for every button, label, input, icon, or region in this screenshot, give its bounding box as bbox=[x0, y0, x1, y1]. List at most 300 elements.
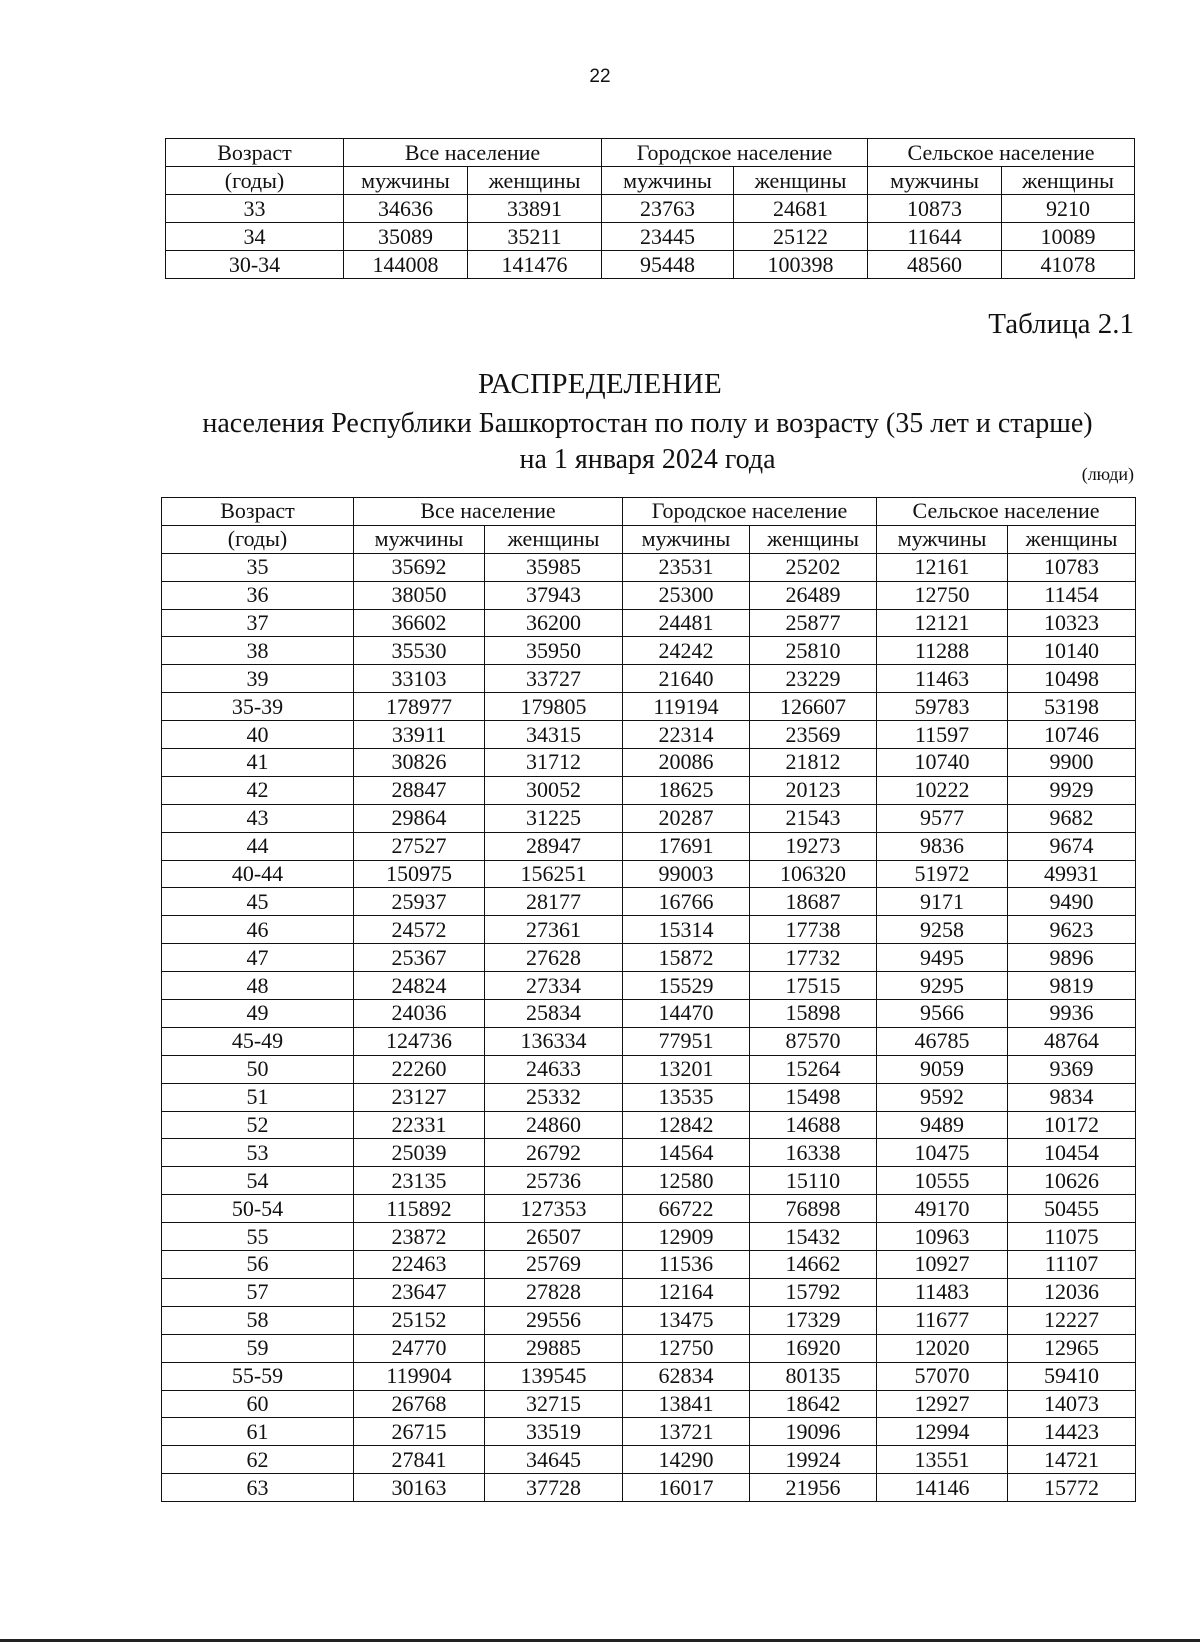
female-header: женщины bbox=[750, 525, 877, 553]
value-cell: 9495 bbox=[877, 944, 1008, 972]
value-cell: 139545 bbox=[485, 1362, 623, 1390]
value-cell: 12121 bbox=[877, 609, 1008, 637]
value-cell: 37943 bbox=[485, 581, 623, 609]
table-row bbox=[162, 1027, 1136, 1055]
value-cell: 24633 bbox=[485, 1055, 623, 1083]
value-cell: 53198 bbox=[1008, 693, 1136, 721]
age-cell: 50 bbox=[162, 1055, 354, 1083]
age-cell: 36 bbox=[162, 581, 354, 609]
value-cell: 16920 bbox=[750, 1334, 877, 1362]
value-cell: 36200 bbox=[485, 609, 623, 637]
value-cell: 126607 bbox=[750, 693, 877, 721]
table-row bbox=[166, 251, 1135, 279]
table-row bbox=[162, 553, 1136, 581]
value-cell: 59783 bbox=[877, 693, 1008, 721]
value-cell: 15432 bbox=[750, 1223, 877, 1251]
value-cell: 25810 bbox=[750, 637, 877, 665]
male-header: мужчины bbox=[344, 167, 468, 195]
value-cell: 13841 bbox=[623, 1390, 750, 1418]
rural-population-header: Сельское население bbox=[877, 498, 1136, 526]
age-cell: 55-59 bbox=[162, 1362, 354, 1390]
value-cell: 19096 bbox=[750, 1418, 877, 1446]
value-cell: 76898 bbox=[750, 1195, 877, 1223]
value-cell: 14688 bbox=[750, 1111, 877, 1139]
value-cell: 11597 bbox=[877, 721, 1008, 749]
value-cell: 12164 bbox=[623, 1278, 750, 1306]
value-cell: 17691 bbox=[623, 832, 750, 860]
value-cell: 12750 bbox=[877, 581, 1008, 609]
value-cell: 12020 bbox=[877, 1334, 1008, 1362]
table-row bbox=[162, 1390, 1136, 1418]
value-cell: 26715 bbox=[354, 1418, 485, 1446]
value-cell: 34315 bbox=[485, 721, 623, 749]
table-row bbox=[162, 693, 1136, 721]
value-cell: 100398 bbox=[734, 251, 868, 279]
table-row bbox=[162, 1362, 1136, 1390]
value-cell: 10740 bbox=[877, 749, 1008, 777]
value-cell: 9258 bbox=[877, 916, 1008, 944]
table-row bbox=[166, 195, 1135, 223]
value-cell: 33519 bbox=[485, 1418, 623, 1446]
value-cell: 20123 bbox=[750, 776, 877, 804]
table-row bbox=[162, 609, 1136, 637]
table-row bbox=[162, 637, 1136, 665]
value-cell: 27828 bbox=[485, 1278, 623, 1306]
table-row bbox=[162, 916, 1136, 944]
value-cell: 35530 bbox=[354, 637, 485, 665]
value-cell: 9295 bbox=[877, 972, 1008, 1000]
value-cell: 9566 bbox=[877, 1000, 1008, 1028]
value-cell: 29864 bbox=[354, 804, 485, 832]
value-cell: 87570 bbox=[750, 1027, 877, 1055]
table-row bbox=[162, 1223, 1136, 1251]
table-row bbox=[162, 972, 1136, 1000]
male-header: мужчины bbox=[602, 167, 734, 195]
table-row bbox=[162, 888, 1136, 916]
value-cell: 33891 bbox=[468, 195, 602, 223]
age-cell: 55 bbox=[162, 1223, 354, 1251]
value-cell: 16017 bbox=[623, 1474, 750, 1502]
value-cell: 12994 bbox=[877, 1418, 1008, 1446]
female-header: женщины bbox=[1008, 525, 1136, 553]
value-cell: 27334 bbox=[485, 972, 623, 1000]
male-header: мужчины bbox=[868, 167, 1002, 195]
value-cell: 23229 bbox=[750, 665, 877, 693]
value-cell: 38050 bbox=[354, 581, 485, 609]
urban-population-header: Городское население bbox=[623, 498, 877, 526]
value-cell: 11075 bbox=[1008, 1223, 1136, 1251]
age-cell: 35-39 bbox=[162, 693, 354, 721]
value-cell: 25877 bbox=[750, 609, 877, 637]
value-cell: 10323 bbox=[1008, 609, 1136, 637]
value-cell: 25152 bbox=[354, 1306, 485, 1334]
age-cell: 56 bbox=[162, 1251, 354, 1279]
value-cell: 9682 bbox=[1008, 804, 1136, 832]
value-cell: 31225 bbox=[485, 804, 623, 832]
value-cell: 9900 bbox=[1008, 749, 1136, 777]
value-cell: 10172 bbox=[1008, 1111, 1136, 1139]
value-cell: 23763 bbox=[602, 195, 734, 223]
value-cell: 10746 bbox=[1008, 721, 1136, 749]
value-cell: 23569 bbox=[750, 721, 877, 749]
value-cell: 35692 bbox=[354, 553, 485, 581]
value-cell: 25937 bbox=[354, 888, 485, 916]
value-cell: 25367 bbox=[354, 944, 485, 972]
value-cell: 14564 bbox=[623, 1139, 750, 1167]
value-cell: 15872 bbox=[623, 944, 750, 972]
value-cell: 20086 bbox=[623, 749, 750, 777]
table-row bbox=[162, 860, 1136, 888]
value-cell: 19924 bbox=[750, 1446, 877, 1474]
value-cell: 15264 bbox=[750, 1055, 877, 1083]
value-cell: 17732 bbox=[750, 944, 877, 972]
value-cell: 11454 bbox=[1008, 581, 1136, 609]
age-cell: 51 bbox=[162, 1083, 354, 1111]
table-row bbox=[162, 776, 1136, 804]
value-cell: 35950 bbox=[485, 637, 623, 665]
value-cell: 24036 bbox=[354, 1000, 485, 1028]
table-row bbox=[162, 721, 1136, 749]
value-cell: 17738 bbox=[750, 916, 877, 944]
age-cell: 40 bbox=[162, 721, 354, 749]
value-cell: 16338 bbox=[750, 1139, 877, 1167]
female-header: женщины bbox=[1002, 167, 1135, 195]
age-cell: 63 bbox=[162, 1474, 354, 1502]
value-cell: 22260 bbox=[354, 1055, 485, 1083]
value-cell: 150975 bbox=[354, 860, 485, 888]
value-cell: 17329 bbox=[750, 1306, 877, 1334]
age-units-header: (годы) bbox=[166, 167, 344, 195]
value-cell: 33727 bbox=[485, 665, 623, 693]
table-subtitle bbox=[160, 406, 1135, 478]
value-cell: 35985 bbox=[485, 553, 623, 581]
value-cell: 12750 bbox=[623, 1334, 750, 1362]
subtitle-line-2: на 1 января 2024 года bbox=[519, 444, 776, 475]
value-cell: 37728 bbox=[485, 1474, 623, 1502]
value-cell: 10927 bbox=[877, 1251, 1008, 1279]
population-table bbox=[161, 497, 1136, 1502]
value-cell: 24572 bbox=[354, 916, 485, 944]
value-cell: 34636 bbox=[344, 195, 468, 223]
age-cell: 41 bbox=[162, 749, 354, 777]
value-cell: 25834 bbox=[485, 1000, 623, 1028]
value-cell: 25122 bbox=[734, 223, 868, 251]
value-cell: 26768 bbox=[354, 1390, 485, 1418]
value-cell: 9929 bbox=[1008, 776, 1136, 804]
value-cell: 62834 bbox=[623, 1362, 750, 1390]
age-cell: 42 bbox=[162, 776, 354, 804]
value-cell: 9592 bbox=[877, 1083, 1008, 1111]
value-cell: 9490 bbox=[1008, 888, 1136, 916]
value-cell: 12161 bbox=[877, 553, 1008, 581]
table-row bbox=[162, 1111, 1136, 1139]
value-cell: 27628 bbox=[485, 944, 623, 972]
value-cell: 124736 bbox=[354, 1027, 485, 1055]
value-cell: 24860 bbox=[485, 1111, 623, 1139]
value-cell: 48764 bbox=[1008, 1027, 1136, 1055]
value-cell: 26489 bbox=[750, 581, 877, 609]
all-population-header: Все население bbox=[344, 139, 602, 167]
value-cell: 24481 bbox=[623, 609, 750, 637]
value-cell: 10089 bbox=[1002, 223, 1135, 251]
table-row bbox=[162, 581, 1136, 609]
table-row bbox=[162, 749, 1136, 777]
value-cell: 14662 bbox=[750, 1251, 877, 1279]
value-cell: 21543 bbox=[750, 804, 877, 832]
value-cell: 18687 bbox=[750, 888, 877, 916]
value-cell: 119194 bbox=[623, 693, 750, 721]
table-row bbox=[162, 1000, 1136, 1028]
value-cell: 22331 bbox=[354, 1111, 485, 1139]
female-header: женщины bbox=[734, 167, 868, 195]
age-cell: 37 bbox=[162, 609, 354, 637]
value-cell: 14721 bbox=[1008, 1446, 1136, 1474]
age-cell: 35 bbox=[162, 553, 354, 581]
value-cell: 16766 bbox=[623, 888, 750, 916]
value-cell: 57070 bbox=[877, 1362, 1008, 1390]
value-cell: 35089 bbox=[344, 223, 468, 251]
value-cell: 14290 bbox=[623, 1446, 750, 1474]
table-row bbox=[162, 1278, 1136, 1306]
value-cell: 14146 bbox=[877, 1474, 1008, 1502]
table-row bbox=[162, 1306, 1136, 1334]
table-row bbox=[162, 1251, 1136, 1279]
value-cell: 15314 bbox=[623, 916, 750, 944]
value-cell: 13551 bbox=[877, 1446, 1008, 1474]
value-cell: 22314 bbox=[623, 721, 750, 749]
value-cell: 18642 bbox=[750, 1390, 877, 1418]
value-cell: 10626 bbox=[1008, 1167, 1136, 1195]
value-cell: 10475 bbox=[877, 1139, 1008, 1167]
value-cell: 12927 bbox=[877, 1390, 1008, 1418]
age-cell: 45-49 bbox=[162, 1027, 354, 1055]
value-cell: 11463 bbox=[877, 665, 1008, 693]
value-cell: 11677 bbox=[877, 1306, 1008, 1334]
age-cell: 38 bbox=[162, 637, 354, 665]
age-cell: 34 bbox=[166, 223, 344, 251]
age-cell: 44 bbox=[162, 832, 354, 860]
value-cell: 15772 bbox=[1008, 1474, 1136, 1502]
value-cell: 21640 bbox=[623, 665, 750, 693]
value-cell: 48560 bbox=[868, 251, 1002, 279]
value-cell: 14423 bbox=[1008, 1418, 1136, 1446]
female-header: женщины bbox=[468, 167, 602, 195]
value-cell: 9171 bbox=[877, 888, 1008, 916]
age-cell: 54 bbox=[162, 1167, 354, 1195]
age-cell: 61 bbox=[162, 1418, 354, 1446]
value-cell: 30163 bbox=[354, 1474, 485, 1502]
age-cell: 33 bbox=[166, 195, 344, 223]
value-cell: 99003 bbox=[623, 860, 750, 888]
value-cell: 24824 bbox=[354, 972, 485, 1000]
table-row bbox=[162, 1083, 1136, 1111]
page-number: 22 bbox=[589, 66, 611, 87]
value-cell: 20287 bbox=[623, 804, 750, 832]
value-cell: 9936 bbox=[1008, 1000, 1136, 1028]
value-cell: 28847 bbox=[354, 776, 485, 804]
value-cell: 178977 bbox=[354, 693, 485, 721]
value-cell: 24770 bbox=[354, 1334, 485, 1362]
value-cell: 23135 bbox=[354, 1167, 485, 1195]
value-cell: 33911 bbox=[354, 721, 485, 749]
value-cell: 156251 bbox=[485, 860, 623, 888]
value-cell: 32715 bbox=[485, 1390, 623, 1418]
value-cell: 95448 bbox=[602, 251, 734, 279]
age-cell: 62 bbox=[162, 1446, 354, 1474]
value-cell: 18625 bbox=[623, 776, 750, 804]
value-cell: 12842 bbox=[623, 1111, 750, 1139]
value-cell: 17515 bbox=[750, 972, 877, 1000]
continued-population-table bbox=[165, 138, 1135, 279]
age-header: Возраст bbox=[166, 139, 344, 167]
age-cell: 59 bbox=[162, 1334, 354, 1362]
value-cell: 29556 bbox=[485, 1306, 623, 1334]
value-cell: 115892 bbox=[354, 1195, 485, 1223]
value-cell: 21956 bbox=[750, 1474, 877, 1502]
value-cell: 25736 bbox=[485, 1167, 623, 1195]
value-cell: 12036 bbox=[1008, 1278, 1136, 1306]
value-cell: 10498 bbox=[1008, 665, 1136, 693]
rural-population-header: Сельское население bbox=[868, 139, 1135, 167]
value-cell: 119904 bbox=[354, 1362, 485, 1390]
value-cell: 14073 bbox=[1008, 1390, 1136, 1418]
value-cell: 49170 bbox=[877, 1195, 1008, 1223]
value-cell: 10140 bbox=[1008, 637, 1136, 665]
age-header: Возраст bbox=[162, 498, 354, 526]
value-cell: 11483 bbox=[877, 1278, 1008, 1306]
value-cell: 127353 bbox=[485, 1195, 623, 1223]
value-cell: 14470 bbox=[623, 1000, 750, 1028]
value-cell: 12965 bbox=[1008, 1334, 1136, 1362]
table-row bbox=[162, 832, 1136, 860]
value-cell: 9059 bbox=[877, 1055, 1008, 1083]
value-cell: 59410 bbox=[1008, 1362, 1136, 1390]
age-cell: 45 bbox=[162, 888, 354, 916]
value-cell: 9834 bbox=[1008, 1083, 1136, 1111]
value-cell: 23872 bbox=[354, 1223, 485, 1251]
age-cell: 48 bbox=[162, 972, 354, 1000]
value-cell: 33103 bbox=[354, 665, 485, 693]
urban-population-header: Городское население bbox=[602, 139, 868, 167]
male-header: мужчины bbox=[623, 525, 750, 553]
units-label: (люди) bbox=[1081, 464, 1134, 484]
age-units-header: (годы) bbox=[162, 525, 354, 553]
table-row bbox=[166, 223, 1135, 251]
value-cell: 26507 bbox=[485, 1223, 623, 1251]
male-header: мужчины bbox=[877, 525, 1008, 553]
value-cell: 11107 bbox=[1008, 1251, 1136, 1279]
value-cell: 25769 bbox=[485, 1251, 623, 1279]
table-row bbox=[162, 1195, 1136, 1223]
age-cell: 58 bbox=[162, 1306, 354, 1334]
value-cell: 27361 bbox=[485, 916, 623, 944]
value-cell: 15529 bbox=[623, 972, 750, 1000]
value-cell: 11644 bbox=[868, 223, 1002, 251]
female-header: женщины bbox=[485, 525, 623, 553]
subtitle-line-1: населения Республики Башкортостан по полу и возрасту (35 лет и старше) bbox=[202, 408, 1093, 439]
value-cell: 25332 bbox=[485, 1083, 623, 1111]
value-cell: 10454 bbox=[1008, 1139, 1136, 1167]
all-population-header: Все население bbox=[354, 498, 623, 526]
value-cell: 26792 bbox=[485, 1139, 623, 1167]
table-row bbox=[162, 1334, 1136, 1362]
value-cell: 50455 bbox=[1008, 1195, 1136, 1223]
value-cell: 10873 bbox=[868, 195, 1002, 223]
value-cell: 141476 bbox=[468, 251, 602, 279]
value-cell: 25039 bbox=[354, 1139, 485, 1167]
value-cell: 11536 bbox=[623, 1251, 750, 1279]
value-cell: 30052 bbox=[485, 776, 623, 804]
age-cell: 49 bbox=[162, 1000, 354, 1028]
value-cell: 15498 bbox=[750, 1083, 877, 1111]
value-cell: 29885 bbox=[485, 1334, 623, 1362]
value-cell: 24242 bbox=[623, 637, 750, 665]
value-cell: 25202 bbox=[750, 553, 877, 581]
value-cell: 9489 bbox=[877, 1111, 1008, 1139]
value-cell: 46785 bbox=[877, 1027, 1008, 1055]
value-cell: 23445 bbox=[602, 223, 734, 251]
value-cell: 77951 bbox=[623, 1027, 750, 1055]
table-row bbox=[162, 944, 1136, 972]
value-cell: 21812 bbox=[750, 749, 877, 777]
table-row bbox=[162, 1418, 1136, 1446]
table-row bbox=[162, 1167, 1136, 1195]
value-cell: 10555 bbox=[877, 1167, 1008, 1195]
value-cell: 23127 bbox=[354, 1083, 485, 1111]
age-cell: 40-44 bbox=[162, 860, 354, 888]
value-cell: 10222 bbox=[877, 776, 1008, 804]
value-cell: 136334 bbox=[485, 1027, 623, 1055]
population-table-body bbox=[162, 553, 1136, 1501]
value-cell: 179805 bbox=[485, 693, 623, 721]
age-cell: 53 bbox=[162, 1139, 354, 1167]
table-title: РАСПРЕДЕЛЕНИЕ bbox=[477, 368, 723, 400]
table-row bbox=[162, 665, 1136, 693]
table-row bbox=[162, 1139, 1136, 1167]
value-cell: 9674 bbox=[1008, 832, 1136, 860]
value-cell: 28177 bbox=[485, 888, 623, 916]
value-cell: 12580 bbox=[623, 1167, 750, 1195]
value-cell: 144008 bbox=[344, 251, 468, 279]
value-cell: 27841 bbox=[354, 1446, 485, 1474]
age-cell: 50-54 bbox=[162, 1195, 354, 1223]
value-cell: 49931 bbox=[1008, 860, 1136, 888]
value-cell: 25300 bbox=[623, 581, 750, 609]
age-cell: 39 bbox=[162, 665, 354, 693]
age-cell: 52 bbox=[162, 1111, 354, 1139]
continued-table-body bbox=[166, 195, 1135, 279]
value-cell: 13535 bbox=[623, 1083, 750, 1111]
age-cell: 43 bbox=[162, 804, 354, 832]
value-cell: 9369 bbox=[1008, 1055, 1136, 1083]
value-cell: 106320 bbox=[750, 860, 877, 888]
value-cell: 9577 bbox=[877, 804, 1008, 832]
value-cell: 51972 bbox=[877, 860, 1008, 888]
value-cell: 36602 bbox=[354, 609, 485, 637]
table-number: Таблица 2.1 bbox=[988, 308, 1134, 340]
value-cell: 28947 bbox=[485, 832, 623, 860]
age-cell: 46 bbox=[162, 916, 354, 944]
value-cell: 9836 bbox=[877, 832, 1008, 860]
value-cell: 22463 bbox=[354, 1251, 485, 1279]
value-cell: 13475 bbox=[623, 1306, 750, 1334]
value-cell: 19273 bbox=[750, 832, 877, 860]
age-cell: 30-34 bbox=[166, 251, 344, 279]
value-cell: 13201 bbox=[623, 1055, 750, 1083]
value-cell: 15898 bbox=[750, 1000, 877, 1028]
value-cell: 12227 bbox=[1008, 1306, 1136, 1334]
value-cell: 11288 bbox=[877, 637, 1008, 665]
